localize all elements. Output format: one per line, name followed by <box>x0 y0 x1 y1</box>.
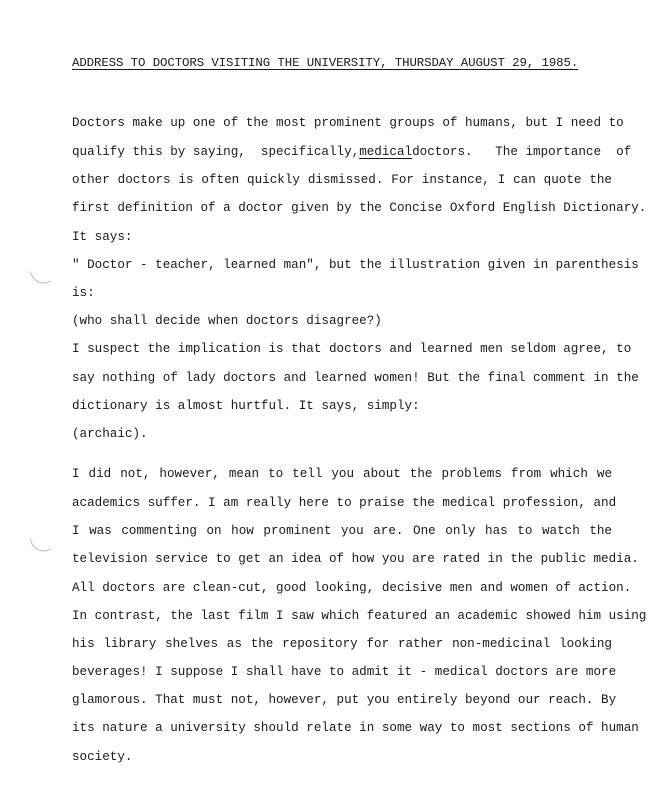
body-line: his library shelves as the repository for rather non-medicinal looking <box>72 637 612 651</box>
punch-hole-mark <box>30 266 52 288</box>
body-line: I did not, however, mean to tell you about the problems from which we <box>72 467 612 481</box>
body-line: (archaic). <box>72 427 148 441</box>
underlined-word: medical <box>359 145 413 159</box>
body-line: I suspect the implication is that doctors and learned men seldom agree, to <box>72 342 632 356</box>
body-line: In contrast, the last film I saw which featured an academic showed him using <box>72 609 647 623</box>
body-line: first definition of a doctor given by the Concise Oxford English Dictionary. <box>72 201 647 215</box>
body-line: Doctors make up one of the most prominent groups of humans, but I need to <box>72 116 624 130</box>
body-line: society. <box>72 750 133 764</box>
punch-hole-mark <box>30 534 52 556</box>
body-line: beverages! I suppose I shall have to admit it - medical doctors are more <box>72 665 617 679</box>
line-segment: qualify this by saying, specifically, <box>72 145 360 159</box>
body-line: dictionary is almost hurtful. It says, simply: <box>72 399 420 413</box>
body-line: (who shall decide when doctors disagree?) <box>72 314 382 328</box>
body-line <box>72 144 632 160</box>
body-line: other doctors is often quickly dismissed. For instance, I can quote the <box>72 173 612 187</box>
document-title: ADDRESS TO DOCTORS VISITING THE UNIVERSITY, THURSDAY AUGUST 29, 1985. <box>72 56 579 70</box>
body-line: say nothing of lady doctors and learned women! But the final comment in the <box>72 371 639 385</box>
body-line: its nature a university should relate in some way to most sections of human <box>72 721 639 735</box>
body-line: academics suffer. I am really here to praise the medical profession, and <box>72 496 617 510</box>
body-line: glamorous. That must not, however, put you entirely beyond our reach. By <box>72 693 617 707</box>
body-line: " Doctor - teacher, learned man", but the illustration given in parenthesis <box>72 258 639 272</box>
line-segment: doctors. The importance of <box>412 145 632 159</box>
body-line: It says: <box>72 230 133 244</box>
body-line: is: <box>72 286 95 300</box>
body-line: I was commenting on how prominent you are. One only has to watch the <box>72 524 612 538</box>
body-line: television service to get an idea of how you are rated in the public media. <box>72 552 639 566</box>
body-line: All doctors are clean-cut, good looking, decisive men and women of action. <box>72 581 632 595</box>
